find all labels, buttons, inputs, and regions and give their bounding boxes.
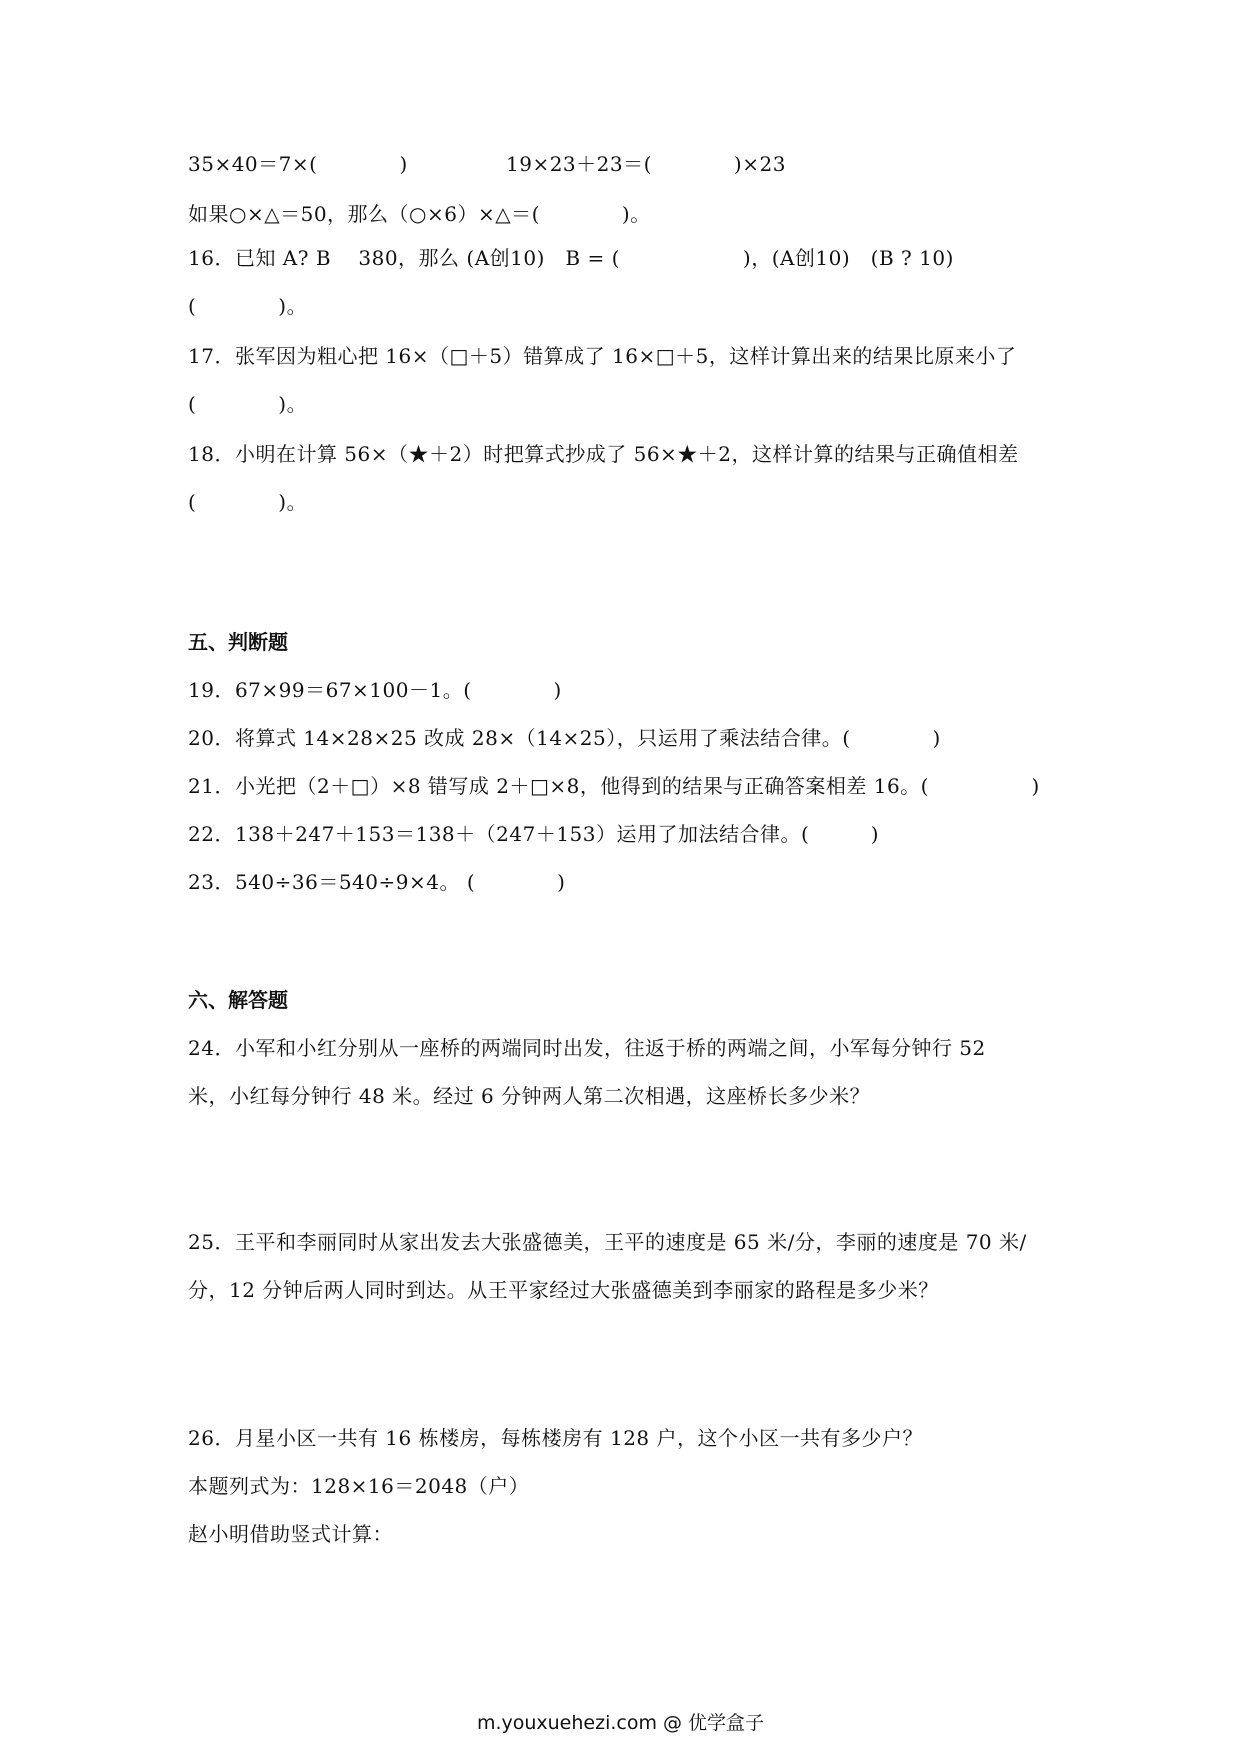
- q26-line3: 赵小明借助竖式计算：: [188, 1522, 393, 1546]
- q25-line1: 25．王平和李丽同时从家出发去大张盛德美，王平的速度是 65 米/分，李丽的速度是 70 米/: [188, 1230, 1027, 1254]
- q16-line1: 16．已知 A? B 380，那么 (A创10) B = ( )，(A创10) (B ? 10): [188, 246, 954, 270]
- q22: 22．138＋247＋153＝138＋（247＋153）运用了加法结合律。( ): [188, 822, 880, 846]
- q17-line2: ( )。: [188, 392, 308, 416]
- q15-equation-b: 19×23＋23＝( )×23: [506, 152, 786, 176]
- q24-line1: 24．小军和小红分别从一座桥的两端同时出发，往返于桥的两端之间，小军每分钟行 52: [188, 1036, 986, 1060]
- q15-equation-c: 如果○×△＝50，那么（○×6）×△＝( )。: [188, 202, 651, 226]
- q26-line1: 26．月星小区一共有 16 栋楼房，每栋楼房有 128 户，这个小区一共有多少户？: [188, 1426, 924, 1450]
- q19: 19．67×99＝67×100－1。( ): [188, 678, 562, 702]
- q16-line2: ( )。: [188, 294, 308, 318]
- q15-equation-a: 35×40＝7×( ): [188, 152, 408, 176]
- q21: 21．小光把（2＋□）×8 错写成 2＋□×8，他得到的结果与正确答案相差 16。( ): [188, 774, 1040, 798]
- section-6-title: 六、解答题: [188, 988, 288, 1012]
- q17-line1: 17．张军因为粗心把 16×（□＋5）错算成了 16×□＋5，这样计算出来的结果比原来小了: [188, 344, 1017, 368]
- q24-line2: 米，小红每分钟行 48 米。经过 6 分钟两人第二次相遇，这座桥长多少米？: [188, 1084, 871, 1108]
- q20: 20．将算式 14×28×25 改成 28×（14×25），只运用了乘法结合律。( ): [188, 726, 941, 750]
- q18-line1: 18．小明在计算 56×（★＋2）时把算式抄成了 56×★＋2，这样计算的结果与正确值相差: [188, 442, 1019, 466]
- q25-line2: 分，12 分钟后两人同时到达。从王平家经过大张盛德美到李丽家的路程是多少米？: [188, 1278, 939, 1302]
- footer-watermark: m.youxuehezi.com @ 优学盒子: [476, 1712, 765, 1734]
- q18-line2: ( )。: [188, 490, 308, 514]
- q23: 23．540÷36＝540÷9×4。 ( ): [188, 870, 566, 894]
- section-5-title: 五、判断题: [188, 630, 288, 654]
- q26-line2: 本题列式为：128×16＝2048（户）: [188, 1474, 530, 1498]
